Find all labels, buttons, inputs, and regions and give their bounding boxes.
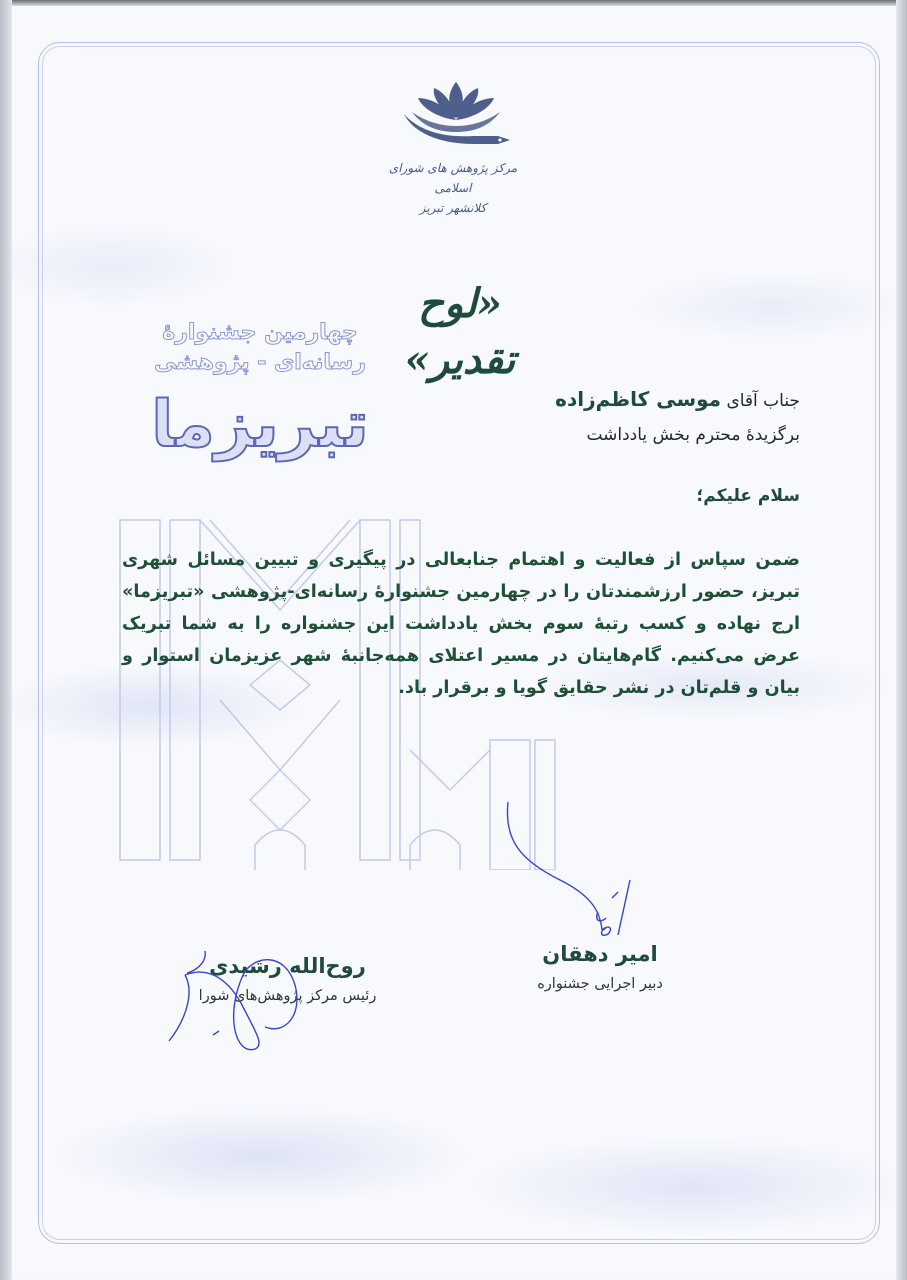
signature-block-executive-secretary <box>525 938 675 998</box>
scan-edge-right <box>896 0 907 1280</box>
festival-brand <box>130 318 390 466</box>
signatory-name: امیر دهقان <box>542 942 658 966</box>
festival-subtitle-line2: رسانه‌ای - پژوهشی <box>154 350 366 375</box>
addressee-name: موسی کاظم‌زاده <box>555 387 722 411</box>
scan-edge-left <box>0 0 12 1280</box>
organization-line2: کلانشهر تبریز <box>419 201 487 215</box>
festival-brand-name: تبریزما <box>151 388 369 462</box>
organization-line1: مرکز پژوهش های شورای اسلامی <box>388 161 518 195</box>
signatory-name: روح‌الله رشیدی <box>209 954 366 978</box>
signature-block-center-head <box>175 950 400 1010</box>
signatory-role: دبیر اجرایی جشنواره <box>537 976 663 992</box>
lotus-pen-icon <box>398 78 514 158</box>
certificate-body-text: ضمن سپاس از فعالیت و اهتمام جنابعالی در پیگیری و تبیین مسائل شهری تبریز، حضور ارزشمندتان را در چهارمین جشنوارهٔ رسانه‌ای-پژوهشی «تبریزما» ارج نهاده و کسب رتبهٔ سوم بخش یادداشت این جشنواره را به شما تبریک عرض می‌کنیم. گام‌هایتان در مسیر اعتلای همه‌جانبهٔ شهر عزیزمان استوار و بیان و قلم‌تان در نشر حقایق گویا و برقرار باد. <box>122 550 800 698</box>
greeting: سلام علیکم؛ <box>696 486 800 506</box>
addressee-line <box>360 382 800 418</box>
addressee-designation: برگزیدهٔ محترم بخش یادداشت <box>586 425 800 445</box>
addressee-block <box>360 382 800 452</box>
certificate-title: «لوح تقدیر» <box>404 280 516 383</box>
organization-name <box>388 158 518 218</box>
addressee-salutation: جناب آقای <box>726 391 800 411</box>
signatory-role: رئیس مرکز پژوهش‌های شورا <box>198 988 377 1004</box>
festival-subtitle-line1: چهارمین جشنوارهٔ <box>162 320 358 345</box>
